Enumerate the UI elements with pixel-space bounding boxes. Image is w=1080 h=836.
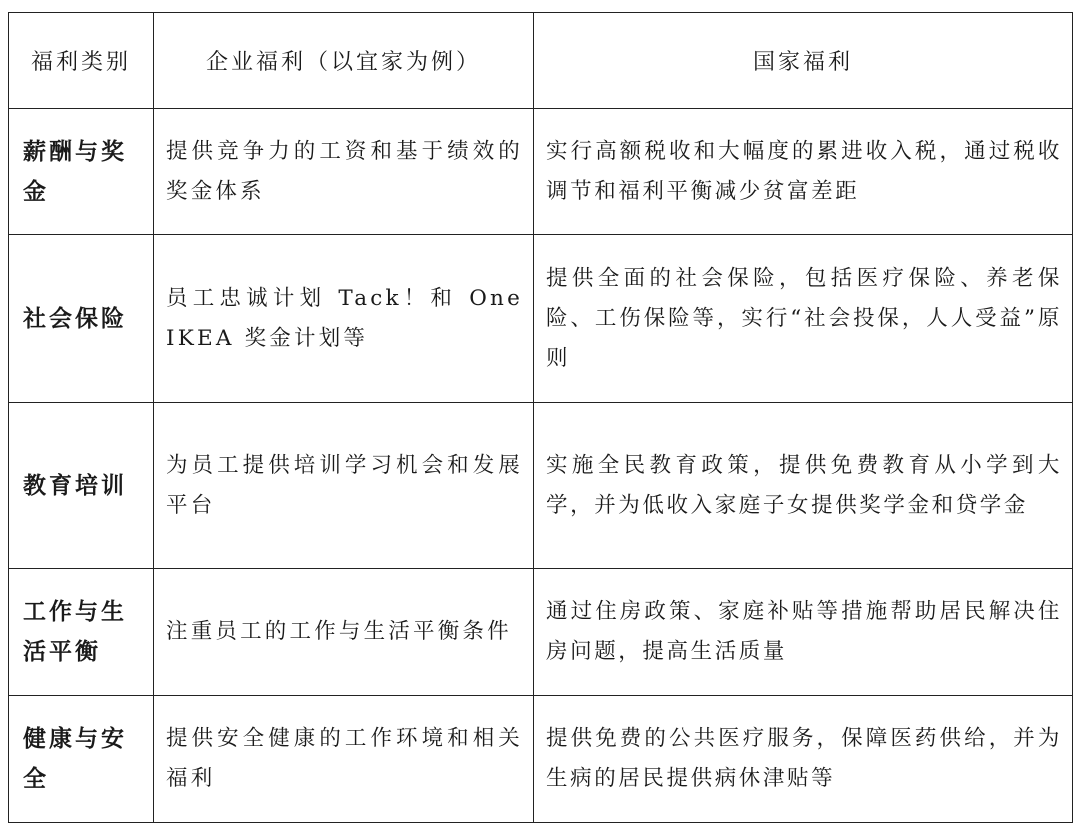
table-row (9, 109, 1073, 235)
table-row (9, 569, 1073, 696)
header-national: 国家福利 (534, 13, 1073, 109)
row-category: 教育培训 (9, 403, 154, 569)
table-row (9, 696, 1073, 823)
row-enterprise: 注重员工的工作与生活平衡条件 (154, 569, 534, 696)
row-category: 工作与生活平衡 (9, 569, 154, 696)
table-row (9, 403, 1073, 569)
row-national: 通过住房政策、家庭补贴等措施帮助居民解决住房问题，提高生活质量 (534, 569, 1073, 696)
header-category: 福利类别 (9, 13, 154, 109)
row-enterprise: 提供竞争力的工资和基于绩效的奖金体系 (154, 109, 534, 235)
row-category: 健康与安全 (9, 696, 154, 823)
row-national: 提供免费的公共医疗服务，保障医药供给，并为生病的居民提供病休津贴等 (534, 696, 1073, 823)
row-enterprise: 为员工提供培训学习机会和发展平台 (154, 403, 534, 569)
table-header-row (9, 13, 1073, 109)
row-national: 实行高额税收和大幅度的累进收入税，通过税收调节和福利平衡减少贫富差距 (534, 109, 1073, 235)
row-enterprise: 员工忠诚计划 Tack！和 One IKEA 奖金计划等 (154, 235, 534, 403)
row-category: 薪酬与奖金 (9, 109, 154, 235)
table-row (9, 235, 1073, 403)
row-national: 实施全民教育政策，提供免费教育从小学到大学，并为低收入家庭子女提供奖学金和贷学金 (534, 403, 1073, 569)
welfare-comparison-table (8, 12, 1073, 823)
header-enterprise: 企业福利（以宜家为例） (154, 13, 534, 109)
row-national: 提供全面的社会保险，包括医疗保险、养老保险、工伤保险等，实行“社会投保，人人受益”原则 (534, 235, 1073, 403)
row-enterprise: 提供安全健康的工作环境和相关福利 (154, 696, 534, 823)
row-category: 社会保险 (9, 235, 154, 403)
